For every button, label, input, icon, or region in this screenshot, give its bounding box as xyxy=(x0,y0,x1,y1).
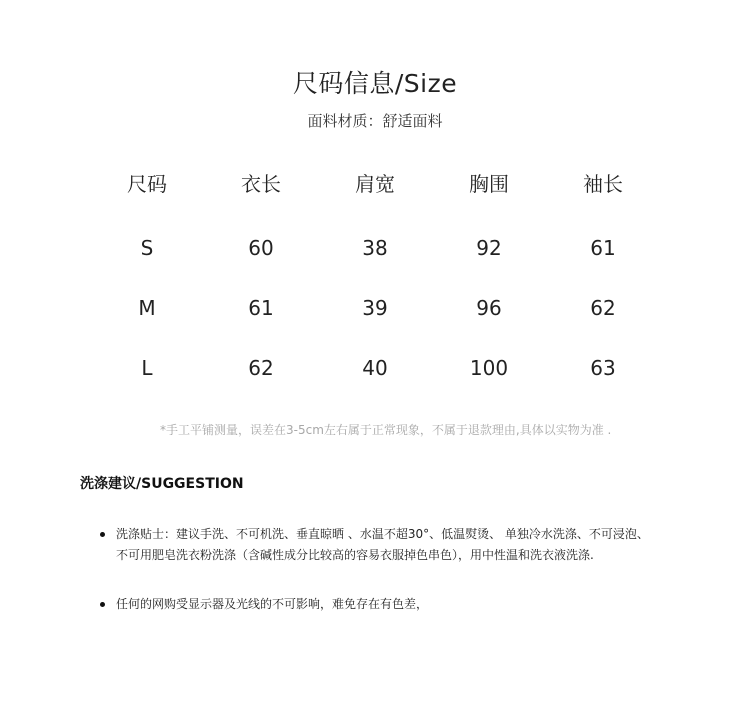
table-row xyxy=(90,278,660,338)
table-cell: 96 xyxy=(476,296,502,320)
list-item xyxy=(98,524,678,566)
column-header-size: 尺码 xyxy=(127,172,167,196)
table-cell: 61 xyxy=(590,236,616,260)
material-label: 面料材质：舒适面料 xyxy=(307,112,443,130)
table-header-row xyxy=(90,158,660,218)
bullet-icon xyxy=(100,602,105,607)
table-cell: 63 xyxy=(590,356,616,380)
washing-tips-line-2: 不可用肥皂洗衣粉洗涤（含碱性成分比较高的容易衣服掉色串色），用中性温和洗衣液洗涤. xyxy=(116,548,594,562)
table-cell: S xyxy=(140,236,154,260)
table-cell: 61 xyxy=(248,296,274,320)
column-header-shoulder: 肩宽 xyxy=(355,172,395,196)
bullet-icon xyxy=(100,532,105,537)
list-item xyxy=(98,594,678,615)
table-cell: 39 xyxy=(362,296,388,320)
column-header-chest: 胸围 xyxy=(469,172,509,196)
page-title: 尺码信息/Size xyxy=(292,69,458,98)
table-cell: L xyxy=(141,356,153,380)
measurement-note: *手工平铺测量，误差在3-5cm左右属于正常现象，不属于退款理由,具体以实物为准 . xyxy=(160,423,612,437)
table-cell: 100 xyxy=(469,356,509,380)
table-cell: 40 xyxy=(362,356,388,380)
table-cell: 38 xyxy=(362,236,388,260)
table-row xyxy=(90,338,660,398)
washing-section-title: 洗涤建议/SUGGESTION xyxy=(80,476,244,492)
column-header-sleeve: 袖长 xyxy=(583,172,623,196)
washing-tips-list xyxy=(98,524,678,615)
size-table xyxy=(90,158,660,398)
column-header-length: 衣长 xyxy=(241,172,281,196)
washing-tips-line-1: 洗涤贴士：建议手洗、不可机洗、垂直晾晒 、水温不超30°、低温熨烫、 单独冷水洗涤、不可浸泡、 xyxy=(116,527,649,541)
table-cell: 62 xyxy=(590,296,616,320)
color-difference-note: 任何的网购受显示器及光线的不可影响，难免存在有色差， xyxy=(116,597,429,611)
table-cell: 92 xyxy=(476,236,502,260)
table-cell: 60 xyxy=(248,236,274,260)
table-cell: M xyxy=(138,296,156,320)
table-cell: 62 xyxy=(248,356,274,380)
table-row xyxy=(90,218,660,278)
